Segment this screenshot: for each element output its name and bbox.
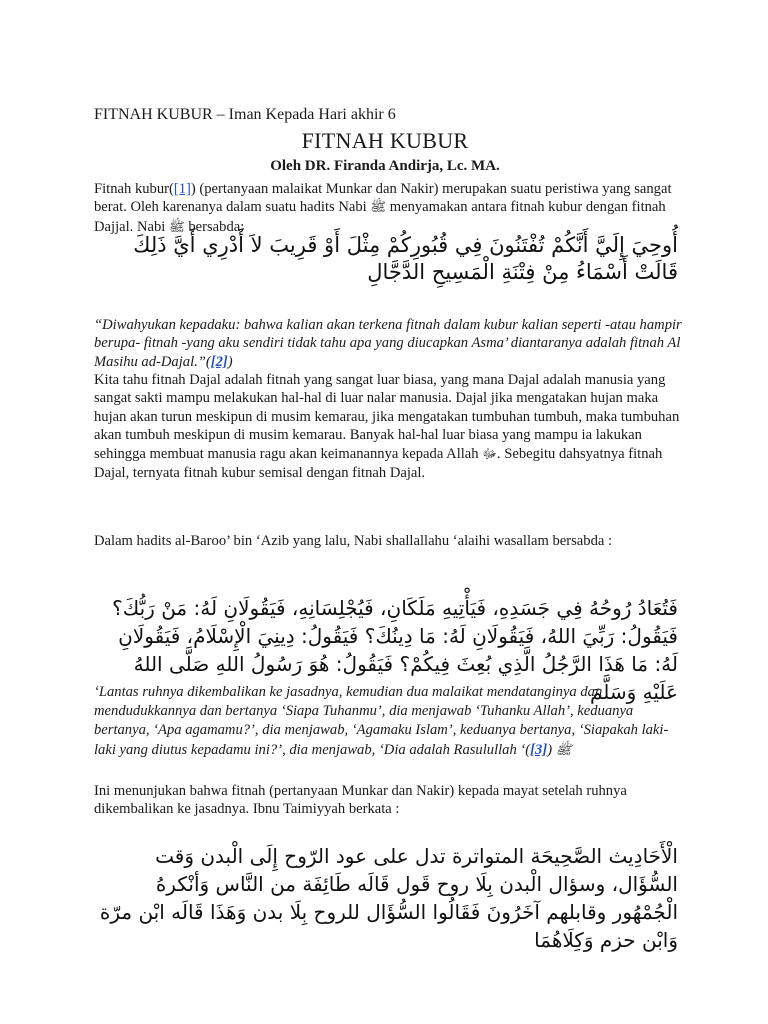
arabic-hadith-1: أُوحِيَ إِلَيَّ أَنَّكُمْ تُفْتَنُونَ فِي قُبُورِكُمْ مِثْلَ أَوْ قَرِيبَ لاَ أَدْرِي أَيَّ ذَلِكَ قَالَتْ أَسْمَاءُ مِنْ فِتْنَةِ الْمَسِيحِ الدَّجَّالِ — [133, 233, 678, 284]
translation-text-1: “Diwahyukan kepadaku: bahwa kalian akan terkena fitnah dalam kubur kalian seperti -atau hampir berupa- fitnah -yang aku sendiri tidak tahu apa yang diucapkan Asma’ diantaranya adalah fitnah Al Masihu ad-Dajal.”( — [94, 317, 682, 370]
arabic-hadith-2: فَتُعَادُ رُوحُهُ فِي جَسَدِهِ، فَيَأْتِيهِ مَلَكَانِ، فَيُجْلِسَانِهِ، فَيَقُولَانِ لَهُ: مَنْ رَبُّكَ؟ فَيَقُولُ: رَبِّيَ اللهُ، فَيَقُولَانِ لَهُ: مَا دِينُكَ؟ فَيَقُولُ: دِينِيَ الْإِسْلَامُ، فَيَقُولَانِ لَهُ: مَا هَذَا الرَّجُلُ الَّذِي بُعِثَ فِيكُمْ؟ فَيَقُولُ: هُوَ رَسُولُ اللهِ صَلَّى اللهُ عَلَيْهِ وَسَلَّمَ — [112, 596, 678, 704]
intro-text-1: Fitnah kubur( — [94, 181, 174, 197]
translation-close-2: ) — [547, 741, 556, 758]
translation-close-1: ) — [227, 353, 233, 370]
salawat-symbol: ﷺ — [370, 200, 387, 216]
salawat-symbol: ﷺ — [555, 742, 572, 758]
intro-text-4: bersabda: — [184, 218, 245, 235]
document-header: FITNAH KUBUR – Iman Kepada Hari akhir 6 — [94, 106, 396, 123]
footnote-link-3[interactable]: [3] — [530, 741, 548, 758]
document-title: FITNAH KUBUR — [301, 128, 469, 153]
footnote-link-1[interactable]: [1] — [173, 181, 191, 197]
dajal-text-2: . Sebegitu dahsyatnya fitnah Dajal, ternyata fitnah kubur semisal dengan fitnah Dajal. — [94, 445, 663, 482]
jalla-jalaluhu-symbol: ﷻ — [482, 446, 497, 462]
translation-text-2: ‘Lantas ruhnya dikembalikan ke jasadnya, kemudian dua malaikat mendatanginya dan mendudukkannya dan bertanya ‘Siapa Tuhanmu’, dia menjawab ‘Tuhanku Allah’, keduanya bertanya, ‘Apa agamamu?’, dia menjawab, ‘Agamaku Islam’, keduanya bertanya, ‘Siapakah laki-laki yang diutus kepadamu ini?’, dia menjawab, ‘Dia adalah Rasulullah ‘( — [94, 684, 669, 758]
intro-text-3: menyamakan antara fitnah kubur dengan fitnah Dajjal. Nabi — [94, 199, 666, 235]
arabic-quote-ibnu-taimiyyah: الْأَحَادِيث الصَّحِيحَة المتواترة تدل على عود الرّوح إِلَى الْبدن وَقت السُّؤَال، وسؤال الْبدن بِلَا روح قَول قَالَه طَائِفَة من النَّاس وَأنْكرهُ الْجُمْهُور وقابلهم آخَرُونَ فَقَالُوا السُّؤَال للروح بِلَا بدن وَهَذَا قَالَه ابْن مرّة وَابْن حزم وَكِلَاهُمَا — [99, 844, 678, 952]
salawat-symbol: ﷺ — [168, 219, 185, 235]
baroo-paragraph: Dalam hadits al-Baroo’ bin ‘Azib yang lalu, Nabi shallallahu ‘alaihi wasallam bersabda : — [94, 533, 613, 549]
hadith-translation-1 — [94, 316, 682, 371]
intro-paragraph — [94, 180, 682, 237]
footnote-link-2[interactable]: [2] — [210, 353, 228, 370]
author-byline: Oleh DR. Firanda Andirja, Lc. MA. — [270, 158, 500, 174]
dajal-text-1: Kita tahu fitnah Dajal adalah fitnah yang sangat luar biasa, yang mana Dajal adalah manusia yang sangat sakti mampu melakukan hal-hal di luar nalar manusia. Dajal jika mengatakan hujan maka hujan akan turun meskipun di musim kemarau, jika mengatakan tumbuhan tumbuh, maka tumbuhan akan tumbuh meskipun di musim kemarau. Banyak hal-hal luar biasa yang mampu ia lakukan sehingga membuat manusia ragu akan keimanannya kepada Allah — [94, 372, 680, 462]
hadith-translation-2 — [94, 683, 682, 760]
intro-text-2: ) (pertanyaan malaikat Munkar dan Nakir) merupakan suatu peristiwa yang sangat berat. Oleh karenanya dalam suatu hadits Nabi — [94, 181, 672, 216]
explanation-paragraph: Ini menunjukan bahwa fitnah (pertanyaan Munkar dan Nakir) kepada mayat setelah ruhnya dikembalikan ke jasadnya. Ibnu Taimiyyah berkata : — [94, 783, 627, 818]
dajal-paragraph — [94, 371, 682, 482]
